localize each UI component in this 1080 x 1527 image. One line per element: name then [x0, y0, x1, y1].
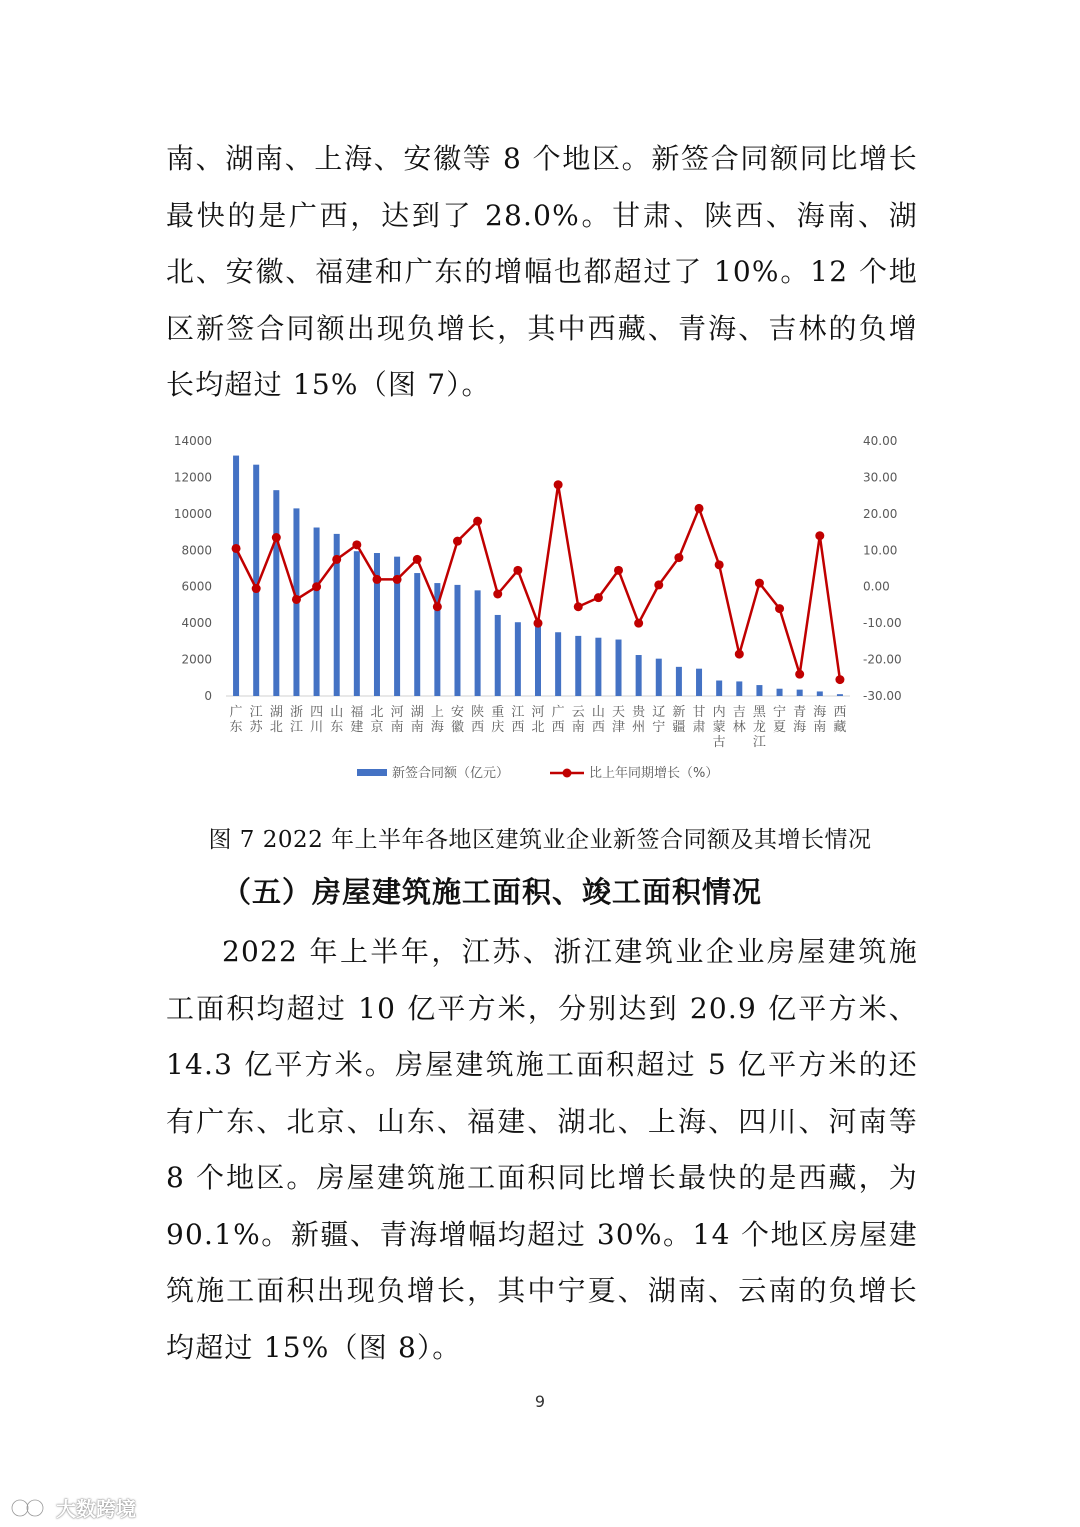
growth-point	[835, 675, 844, 684]
category-label: 广东	[229, 705, 243, 735]
growth-point	[433, 602, 442, 611]
bar	[575, 636, 581, 696]
category-label: 西藏	[833, 705, 847, 735]
category-label: 福建	[350, 705, 364, 735]
bar	[414, 573, 420, 696]
category-label: 广西	[551, 705, 565, 735]
category-label: 四川	[310, 705, 324, 735]
category-label: 内蒙古	[712, 705, 726, 750]
y-left-tick-label: 12000	[173, 470, 212, 485]
watermark-text: 大数跨境	[56, 1497, 136, 1521]
growth-point	[393, 575, 402, 584]
growth-point	[574, 602, 583, 611]
growth-point	[634, 619, 643, 628]
bar	[535, 624, 541, 696]
bar	[716, 681, 722, 696]
bar	[555, 632, 561, 696]
category-label: 新疆	[672, 705, 686, 735]
growth-point	[453, 537, 462, 546]
bar	[233, 456, 239, 696]
category-label: 河南	[390, 705, 404, 735]
y-right-tick-label: -10.00	[863, 616, 902, 631]
watermark-logo-icon	[8, 1495, 52, 1521]
y-left-tick-label: 2000	[181, 652, 212, 667]
growth-point	[513, 566, 522, 575]
category-label: 贵州	[632, 705, 646, 735]
category-label: 河北	[531, 705, 545, 735]
category-label: 青海	[793, 705, 807, 735]
category-label: 吉林	[732, 705, 746, 735]
paragraph-intro: 南、湖南、上海、安徽等 8 个地区。新签合同额同比增长最快的是广西，达到了 28.0%。甘肃、陕西、海南、湖北、安徽、福建和广东的增幅也都超过了 10%。12 个地区新签合同额出现负增长，其中西藏、青海、吉林的负增长均超过 15%（图 7）。	[166, 142, 918, 401]
y-right-tick-label: 40.00	[863, 434, 898, 448]
y-right-tick-label: 0.00	[863, 579, 890, 594]
category-label: 天津	[612, 705, 626, 735]
bar	[273, 490, 279, 696]
y-right-tick-label: -20.00	[863, 652, 902, 667]
bar	[515, 622, 521, 696]
watermark	[8, 1493, 136, 1522]
growth-point	[775, 604, 784, 613]
bar	[817, 691, 823, 696]
growth-point	[252, 584, 261, 593]
growth-point	[674, 553, 683, 562]
growth-point	[695, 504, 704, 513]
bar	[595, 638, 601, 696]
category-label: 北京	[370, 705, 384, 735]
bar	[616, 640, 622, 696]
category-label: 安徽	[450, 705, 464, 735]
y-left-tick-label: 6000	[181, 579, 212, 594]
category-label: 海南	[813, 705, 827, 735]
y-left-tick-label: 10000	[173, 506, 212, 521]
category-label: 江西	[511, 705, 525, 735]
y-right-tick-label: 10.00	[863, 543, 898, 558]
chart-legend	[357, 765, 718, 781]
growth-point	[372, 575, 381, 584]
bar	[676, 667, 682, 696]
bar	[495, 615, 501, 696]
y-left-tick-label: 14000	[173, 434, 212, 448]
bar	[797, 690, 803, 696]
category-label: 湖北	[269, 705, 283, 735]
growth-point	[352, 540, 361, 549]
legend-bar-swatch	[357, 769, 387, 776]
category-label: 黑龙江	[752, 705, 766, 750]
bar	[656, 659, 662, 696]
category-label: 重庆	[491, 705, 505, 735]
paragraph-construction-area: 2022 年上半年，江苏、浙江建筑业企业房屋建筑施工面积均超过 10 亿平方米，分别达到 20.9 亿平方米、14.3 亿平方米。房屋建筑施工面积超过 5 亿平方米的还有广东、北京、山东、福建、湖北、上海、四川、河南等 8 个地区。房屋建筑施工面积同比增长最快的是西藏，为 90.1%。新疆、青海增幅均超过 30%。14 个地区房屋建筑施工面积出现负增长，其中宁夏、湖南、云南的负增长均超过 15%（图 8）。	[166, 935, 918, 1364]
category-label: 浙江	[289, 705, 303, 735]
growth-point	[534, 619, 543, 628]
growth-point	[413, 555, 422, 564]
growth-point	[272, 533, 281, 542]
y-left-tick-label: 0	[204, 689, 212, 703]
growth-point	[493, 590, 502, 599]
bar	[736, 681, 742, 696]
y-right-tick-label: 20.00	[863, 506, 898, 521]
legend-line-label: 比上年同期增长（%）	[589, 766, 719, 781]
category-label: 山东	[330, 705, 344, 735]
bar	[475, 590, 481, 696]
bar	[314, 528, 320, 696]
contract-amount-chart	[160, 425, 920, 805]
y-right-tick-label: -30.00	[863, 689, 902, 703]
y-left-tick-label: 4000	[181, 616, 212, 631]
bar	[354, 551, 360, 696]
growth-point	[292, 595, 301, 604]
category-label: 陕西	[471, 705, 485, 735]
growth-point	[755, 579, 764, 588]
legend-bar-label: 新签合同额（亿元）	[392, 766, 510, 781]
bar	[636, 655, 642, 696]
growth-point	[795, 670, 804, 679]
category-label: 甘肃	[692, 705, 706, 735]
growth-point	[654, 580, 663, 589]
bar	[454, 585, 460, 696]
y-right-tick-label: 30.00	[863, 470, 898, 485]
growth-point	[815, 531, 824, 540]
figure-caption: 图 7 2022 年上半年各地区建筑业企业新签合同额及其增长情况	[208, 827, 872, 853]
category-label: 云南	[571, 705, 585, 735]
growth-point	[332, 555, 341, 564]
bar	[696, 669, 702, 696]
growth-point	[312, 582, 321, 591]
bar	[777, 689, 783, 696]
category-label: 宁夏	[773, 705, 787, 735]
y-left-tick-label: 8000	[181, 543, 212, 558]
growth-point	[735, 650, 744, 659]
page-number: 9	[534, 1392, 546, 1411]
category-label: 湖南	[410, 705, 424, 735]
growth-point	[554, 480, 563, 489]
legend-line-marker	[563, 769, 572, 778]
growth-point	[614, 566, 623, 575]
section-heading: （五）房屋建筑施工面积、竣工面积情况	[222, 875, 763, 909]
category-label: 辽宁	[652, 705, 666, 735]
growth-point	[232, 544, 241, 553]
growth-point	[715, 560, 724, 569]
category-label: 山西	[591, 705, 605, 735]
bar	[837, 694, 843, 696]
bar	[756, 685, 762, 696]
category-label: 江苏	[249, 705, 263, 735]
growth-point	[594, 593, 603, 602]
growth-point	[473, 517, 482, 526]
category-label: 上海	[430, 705, 444, 735]
